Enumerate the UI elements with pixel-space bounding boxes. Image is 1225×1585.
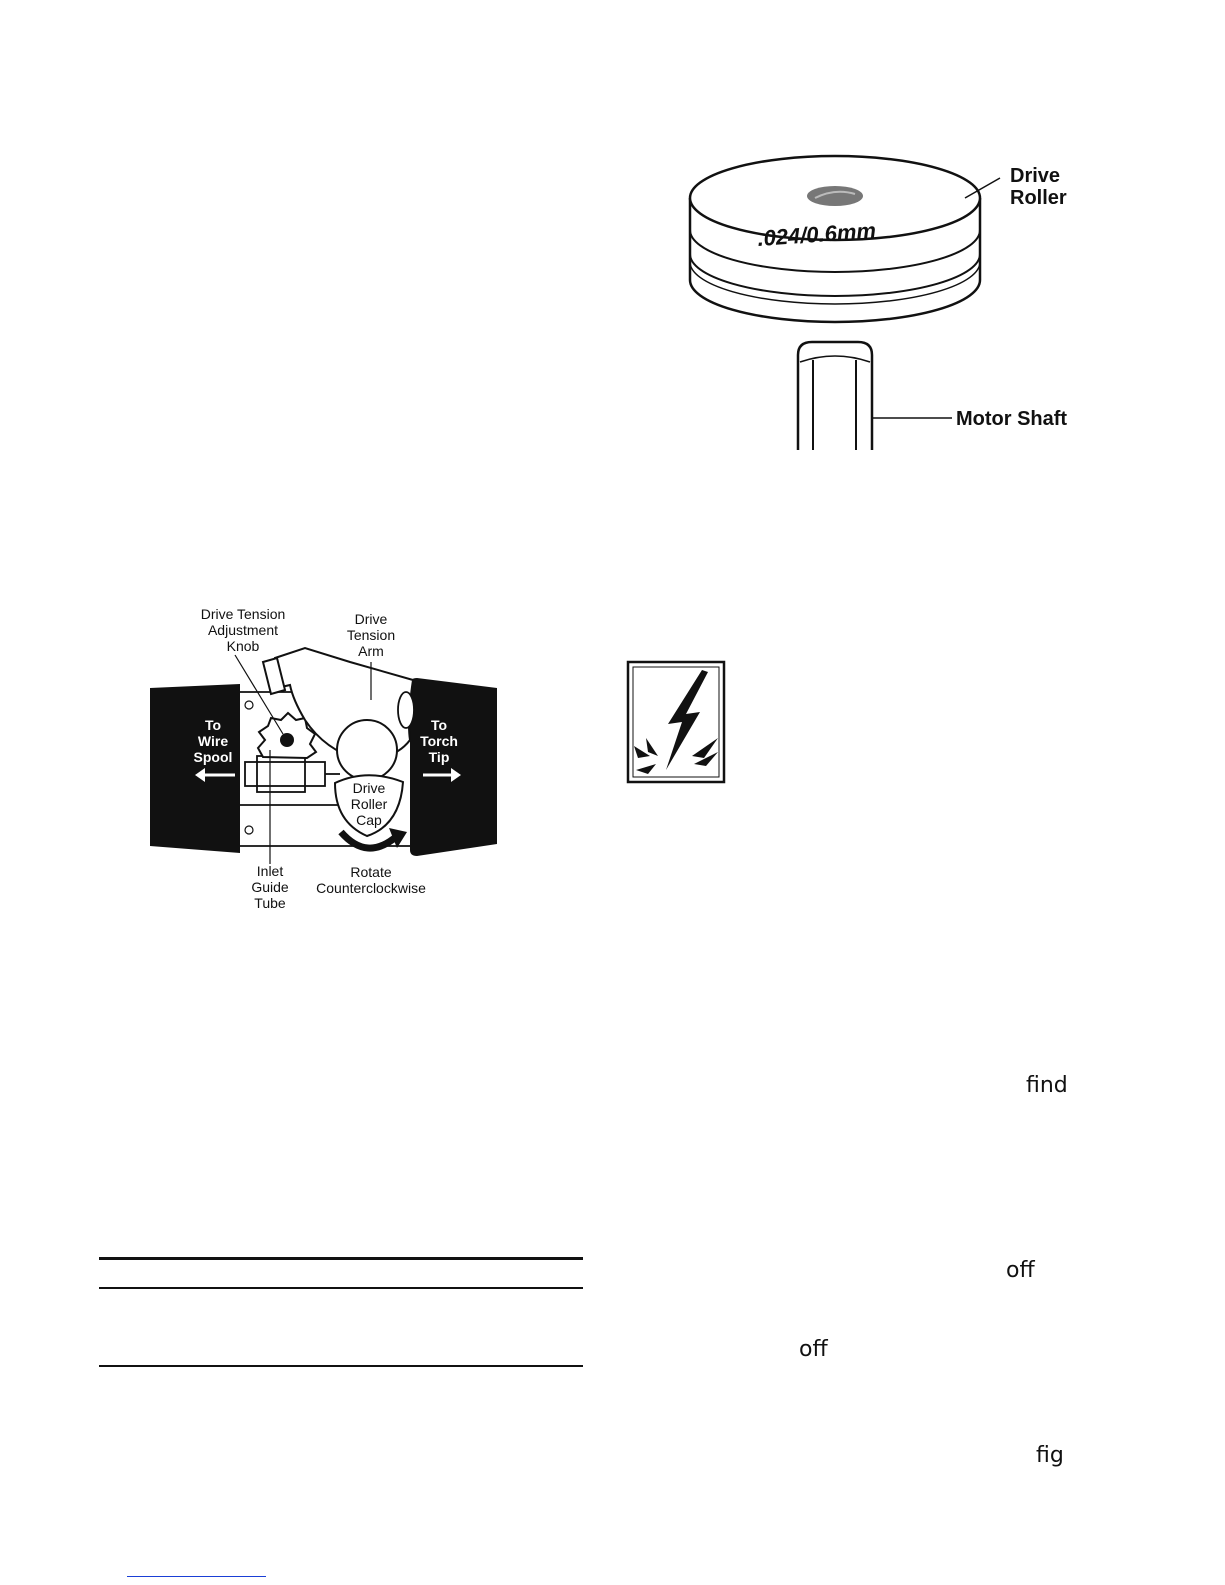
arm-label-line3: Arm (358, 643, 384, 659)
text-fragment-off-2: off (799, 1337, 828, 1362)
left-panel-line3: Spool (193, 749, 233, 765)
text-fragment-find: find (1026, 1073, 1068, 1098)
footer-link-underline[interactable] (127, 1576, 266, 1578)
left-panel-line1: To (204, 717, 222, 733)
left-panel-line2: Wire (197, 733, 229, 749)
text-fragment-off-1: off (1006, 1258, 1035, 1283)
table-top-rule (99, 1257, 583, 1260)
knob-label-line1: Drive Tension (200, 606, 286, 622)
motor-shaft (798, 342, 872, 450)
drive-roller-label-line1: Drive (1010, 165, 1061, 187)
drive-roller-label-line2: Roller (1010, 187, 1067, 209)
table-bottom-rule (99, 1365, 583, 1367)
cap-label-line1: Drive (352, 780, 386, 796)
right-panel-line3: Tip (428, 749, 450, 765)
tube-label-line1: Inlet (256, 863, 284, 879)
right-panel-line1: To (430, 717, 448, 733)
rotate-label-line1: Rotate (350, 864, 392, 880)
rotate-label-line2: Counterclockwise (316, 880, 426, 896)
feed-mechanism-figure (145, 600, 505, 915)
right-panel-line2: Torch (420, 733, 458, 749)
arm-label-line2: Tension (346, 627, 396, 643)
table-header-rule (99, 1287, 583, 1289)
drive-roller-figure (680, 150, 1090, 460)
roller-marking: .024/0.6mm (756, 217, 877, 251)
left-panel (150, 684, 240, 853)
right-panel (410, 678, 497, 856)
knob-label-line3: Knob (226, 638, 260, 654)
drive-roller (690, 156, 980, 322)
motor-shaft-label: Motor Shaft (956, 408, 1068, 430)
tube-label-line3: Tube (254, 895, 286, 911)
arm-label-line1: Drive (354, 611, 388, 627)
cap-label-line2: Roller (350, 796, 388, 812)
text-fragment-fig: fig (1036, 1443, 1064, 1468)
cap-label-line3: Cap (356, 812, 382, 828)
electric-shock-warning-icon (626, 660, 726, 784)
knob-label-line2: Adjustment (207, 622, 279, 638)
tube-label-line2: Guide (251, 879, 289, 895)
